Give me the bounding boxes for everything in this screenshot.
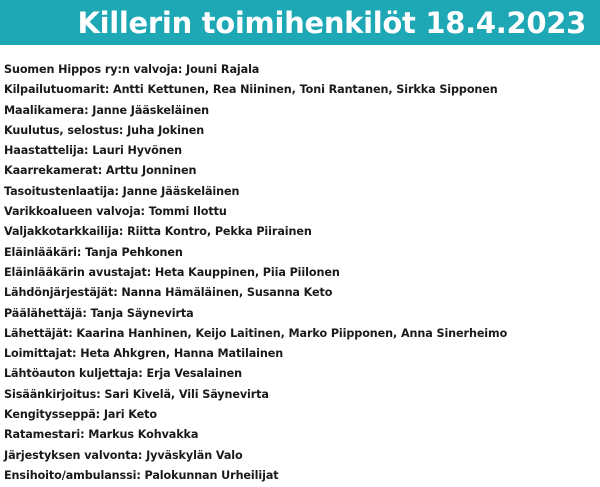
list-item: Lähtöauton kuljettaja: Erja Vesalainen: [4, 367, 242, 381]
list-item: Valjakkotarkkailija: Riitta Kontro, Pekka Piirainen: [4, 225, 312, 239]
officials-list: [4, 60, 596, 486]
list-item: Kengitysseppä: Jari Keto: [4, 408, 158, 422]
list-item: Ensihoito/ambulanssi: Palokunnan Urheilijat: [4, 468, 279, 482]
list-item: Loimittajat: Heta Ahkgren, Hanna Matilainen: [4, 347, 284, 361]
list-item: Maalikamera: Janne Jääskeläinen: [4, 103, 209, 117]
title-banner: [0, 0, 600, 45]
list-item: Kaarrekamerat: Arttu Jonninen: [4, 164, 197, 178]
list-item: Kilpailutuomarit: Antti Kettunen, Rea Niininen, Toni Rantanen, Sirkka Sipponen: [4, 83, 498, 97]
list-item: Kuulutus, selostus: Juha Jokinen: [4, 123, 205, 137]
page-title: Killerin toimihenkilöt 18.4.2023: [77, 6, 586, 40]
list-item: Eläinlääkärin avustajat: Heta Kauppinen, Piia Piilonen: [4, 265, 340, 279]
list-item: Sisäänkirjoitus: Sari Kivelä, Vili Säynevirta: [4, 387, 269, 401]
list-item: Eläinlääkäri: Tanja Pehkonen: [4, 245, 183, 259]
list-item: Varikkoalueen valvoja: Tommi Ilottu: [4, 205, 227, 219]
list-item: Lähdönjärjestäjät: Nanna Hämäläinen, Susanna Keto: [4, 286, 333, 300]
list-item: Haastattelija: Lauri Hyvönen: [4, 144, 182, 158]
list-item: Lähettäjät: Kaarina Hanhinen, Keijo Laitinen, Marko Piipponen, Anna Sinerheimo: [4, 326, 508, 340]
list-item: Ratamestari: Markus Kohvakka: [4, 428, 199, 442]
list-item: Järjestyksen valvonta: Jyväskylän Valo: [4, 448, 243, 462]
list-item: Päälähettäjä: Tanja Säynevirta: [4, 306, 194, 320]
list-item: Tasoitustenlaatija: Janne Jääskeläinen: [4, 184, 240, 198]
list-item: Suomen Hippos ry:n valvoja: Jouni Rajala: [4, 63, 260, 76]
